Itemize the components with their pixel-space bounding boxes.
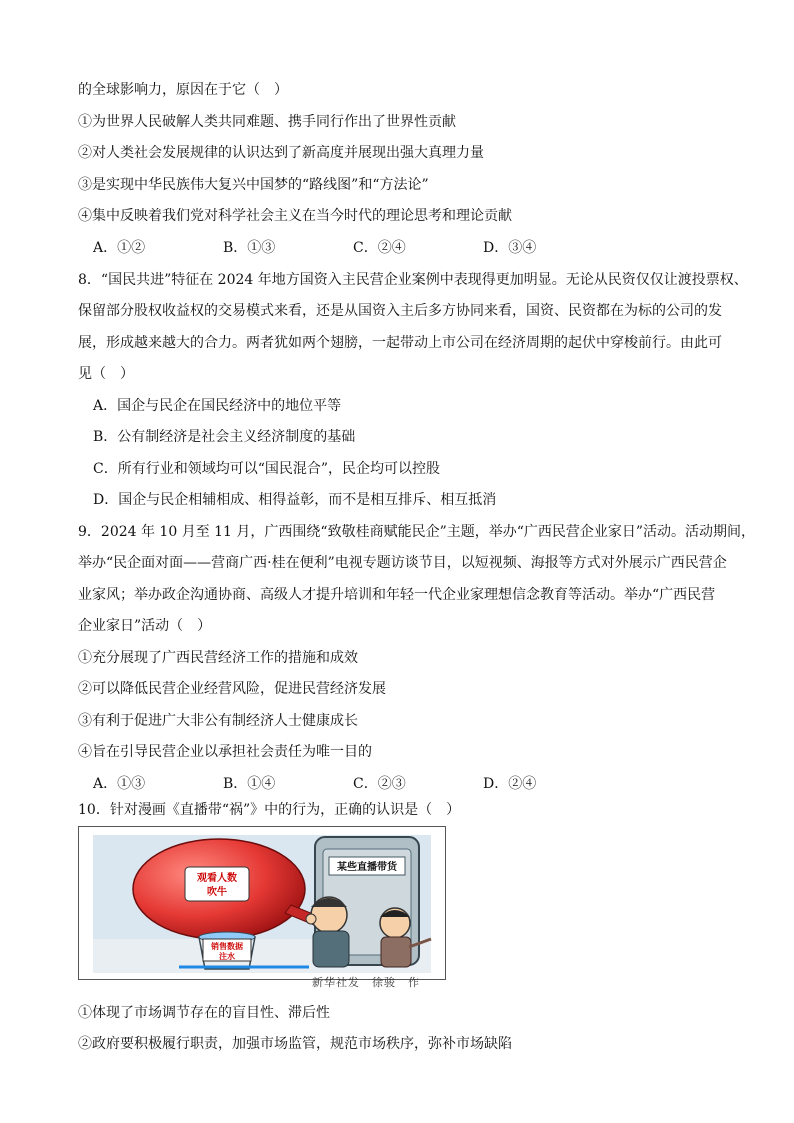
q9-item-1: ①充分展现了广西民营经济工作的措施和成效 <box>78 650 358 666</box>
q9-options <box>93 774 613 794</box>
q7-option-c[interactable]: C．②④ <box>353 240 406 256</box>
balloon-label-line-1: 观看人数 <box>197 873 237 884</box>
q9-option-b[interactable]: B．①④ <box>223 776 276 792</box>
q9-item-2: ②可以降低民营企业经营风险，促进民营经济发展 <box>78 681 386 697</box>
q9-option-c[interactable]: C．②③ <box>353 776 406 792</box>
q10-stem: 10．针对漫画《直播带“祸”》中的行为，正确的认识是（ ） <box>78 802 461 818</box>
q7-item-4: ④集中反映着我们党对科学社会主义在当今时代的理论思考和理论贡献 <box>78 208 512 224</box>
q8-stem-line-1: 8．“国民共进”特征在 2024 年地方国资入主民营企业案例中表现得更加明显。无论从民资仅仅让渡投票权、 <box>78 272 748 288</box>
q7-options <box>93 238 613 258</box>
q8-option-b[interactable]: B．公有制经济是社会主义经济制度的基础 <box>93 429 356 445</box>
q9-stem-line-1: 9．2024 年 10 月至 11 月，广西围绕“致敬桂商赋能民企”主题，举办“广西民营企业家日”活动。活动期间， <box>78 524 756 540</box>
q8-stem-line-2: 保留部分股权收益权的交易模式来看，还是从国资入主后多方协同来看，国资、民资都在为标的公司的发 <box>78 303 722 319</box>
q7-item-1: ①为世界人民破解人类共同难题、携手同行作出了世界性贡献 <box>78 114 456 130</box>
q8-option-d[interactable]: D．国企与民企相辅相成、相得益彰，而不是相互排斥、相互抵消 <box>93 492 497 508</box>
bucket-label-line-2: 注水 <box>219 952 235 961</box>
q9-stem-line-2: 举办“民企面对面——营商广西·桂在便利”电视专题访谈节目，以短视频、海报等方式对外展示广西民营企 <box>78 555 727 571</box>
q9-stem-line-4: 企业家日”活动（ ） <box>78 618 212 634</box>
q7-option-a[interactable]: A．①② <box>93 240 146 256</box>
phone-label: 某些直播带货 <box>337 862 397 873</box>
q9-option-a[interactable]: A．①③ <box>93 776 146 792</box>
q8-option-c[interactable]: C．所有行业和领域均可以“国民混合”，民企均可以控股 <box>93 461 441 477</box>
q9-option-d[interactable]: D．②④ <box>483 776 537 792</box>
q8-stem-line-4: 见（ ） <box>78 366 134 382</box>
cartoon-credit: 新华社发 徐骏 作 <box>312 976 420 989</box>
q9-item-3: ③有利于促进广大非公有制经济人士健康成长 <box>78 713 358 729</box>
q9-item-4: ④旨在引导民营企业以承担社会责任为唯一目的 <box>78 744 372 760</box>
cartoon-illustration <box>79 827 445 979</box>
cartoon-image <box>78 826 446 980</box>
q7-option-d[interactable]: D．③④ <box>483 240 537 256</box>
q7-option-b[interactable]: B．①③ <box>223 240 276 256</box>
q9-stem-line-3: 业家风；举办政企沟通协商、高级人才提升培训和年轻一代企业家理想信念教育等活动。举办“广西民营 <box>78 587 716 603</box>
q10-item-1: ①体现了市场调节存在的盲目性、滞后性 <box>78 1005 330 1021</box>
q7-item-3: ③是实现中华民族伟大复兴中国梦的“路线图”和“方法论” <box>78 177 429 193</box>
q10-item-2: ②政府要积极履行职责，加强市场监管，规范市场秩序，弥补市场缺陷 <box>78 1036 512 1052</box>
q8-stem-line-3: 展，形成越来越大的合力。两者犹如两个翅膀，一起带动上市公司在经济周期的起伏中穿梭前行。由此可 <box>78 335 722 351</box>
bucket-label-line-1: 销售数据 <box>211 942 243 951</box>
q7-item-2: ②对人类社会发展规律的认识达到了新高度并展现出强大真理力量 <box>78 145 484 161</box>
q7-stem-end: 的全球影响力，原因在于它（ ） <box>78 82 288 98</box>
q8-option-a[interactable]: A．国企与民企在国民经济中的地位平等 <box>93 398 342 414</box>
balloon-label-line-2: 吹牛 <box>207 887 227 898</box>
